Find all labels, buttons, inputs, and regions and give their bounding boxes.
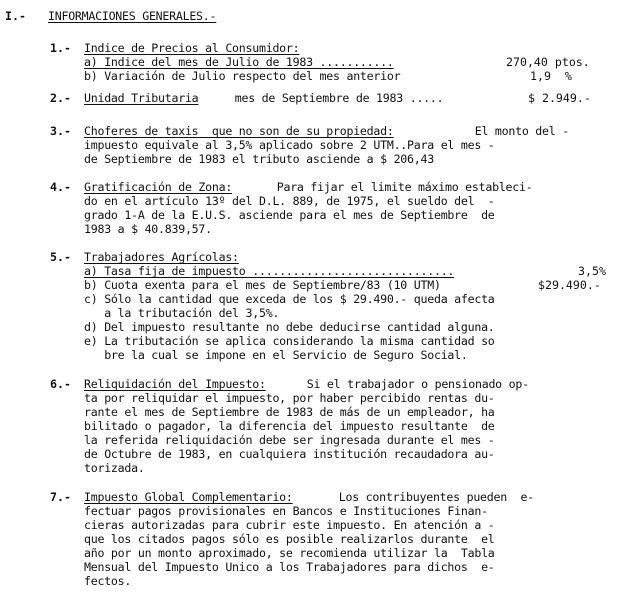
item-4-line-3: grado 1-A de la E.U.S. asciende para el mes de Septiembre de <box>84 208 495 222</box>
item-1-line-b-value: 1,9 % <box>530 69 572 83</box>
item-4-line-4: 1983 a $ 40.839,57. <box>84 222 212 236</box>
item-5-line-b-value: $29.490.- <box>538 278 601 292</box>
item-6-line-7: torizada. <box>84 461 145 475</box>
item-7-line-6: Mensual del Impuesto Unico a los Trabajadores para dichos e- <box>84 560 495 574</box>
item-1-line-a-label: a) Indice del mes de Julio de 1983 ........... <box>84 55 394 69</box>
item-6-line-3: rante el mes de Septiembre de 1983 de más de un empleador, ha <box>84 405 495 419</box>
item-2-title: Unidad Tributaria <box>84 91 199 105</box>
item-6-line-2: ta por reliquidar el impuesto, por haber percibido rentas du- <box>84 391 495 405</box>
item-7-line-2: fectuar pagos provisionales en Bancos e Instituciones Finan- <box>84 504 488 518</box>
item-3-number: 3.- <box>50 124 71 138</box>
item-7-line-7: fectos. <box>84 574 132 588</box>
item-5-line-d: d) Del impuesto resultante no debe deducirse cantidad alguna. <box>84 320 495 334</box>
section-title: INFORMACIONES GENERALES.- <box>48 9 217 23</box>
item-3-line-2: impuesto equivale al 3,5% aplicado sobre 2 UTM..Para el mes - <box>84 138 495 152</box>
item-2-rest: mes de Septiembre de 1983 ..... <box>228 91 444 105</box>
item-3-line-1: El monto del - <box>468 124 569 138</box>
item-7-title: Impuesto Global Complementario: <box>84 490 293 504</box>
item-1-title: Indice de Precios al Consumidor: <box>84 41 300 55</box>
item-7-line-4: que los citados pagos sólo es posible realizarlos durante el <box>84 532 495 546</box>
item-2-value: $ 2.949.- <box>528 91 591 105</box>
item-7-line-5: año por un monto aproximado, se recomienda utilizar la Tabla <box>84 546 495 560</box>
item-5-title: Trabajadores Agrícolas: <box>84 250 239 264</box>
item-5-line-b-label: b) Cuota exenta para el mes de Septiembre/83 (10 UTM) <box>84 278 441 292</box>
item-5-number: 5.- <box>50 250 71 264</box>
item-5-line-c: c) Sólo la cantidad que exceda de los $ 29.490.- queda afecta <box>84 292 495 306</box>
item-6-line-1: Si el trabajador o pensionado op- <box>300 377 529 391</box>
item-6-line-4: bilitado o pagador, la diferencia del impuesto resultante de <box>84 419 495 433</box>
item-7-line-3: cieras autorizadas para cubrir este impuesto. En atención a - <box>84 518 495 532</box>
item-5-line-a-label: a) Tasa fija de impuesto .............................. <box>84 264 455 278</box>
item-3-line-3: de Septiembre de 1983 el tributo asciende a $ 206,43 <box>84 152 434 166</box>
item-4-number: 4.- <box>50 180 71 194</box>
item-4-line-1: Para fijar el limite máximo estableci- <box>270 180 533 194</box>
item-1-number: 1.- <box>50 41 71 55</box>
item-4-title: Gratificación de Zona: <box>84 180 233 194</box>
item-5-line-a-value: 3,5% <box>578 264 606 278</box>
item-6-line-6: de Octubre de 1983, en cualquiera institución recaudadora au- <box>84 447 495 461</box>
item-4-line-2: do en el artículo 13º del D.L. 889, de 1975, el sueldo del - <box>84 194 495 208</box>
item-1-line-b-label: b) Variación de Julio respecto del mes anterior <box>84 69 401 83</box>
item-7-line-1: Los contribuyentes pueden e- <box>332 490 534 504</box>
item-7-number: 7.- <box>50 490 71 504</box>
item-3-title: Choferes de taxis que no son de su propiedad: <box>84 124 394 138</box>
item-6-line-5: la referida reliquidación debe ser ingresada durante el mes - <box>84 433 495 447</box>
item-6-number: 6.- <box>50 377 71 391</box>
item-6-title: Reliquidación del Impuesto: <box>84 377 266 391</box>
section-number: I.- <box>5 9 26 23</box>
item-2-number: 2.- <box>50 91 71 105</box>
item-1-line-a-value: 270,40 ptos. <box>506 55 590 69</box>
item-5-line-c-cont: a la tributación del 3,5%. <box>84 306 280 320</box>
item-5-line-e: e) La tributación se aplica considerando la misma cantidad so <box>84 334 495 348</box>
item-5-line-e-cont: bre la cual se impone en el Servicio de Seguro Social. <box>84 348 468 362</box>
